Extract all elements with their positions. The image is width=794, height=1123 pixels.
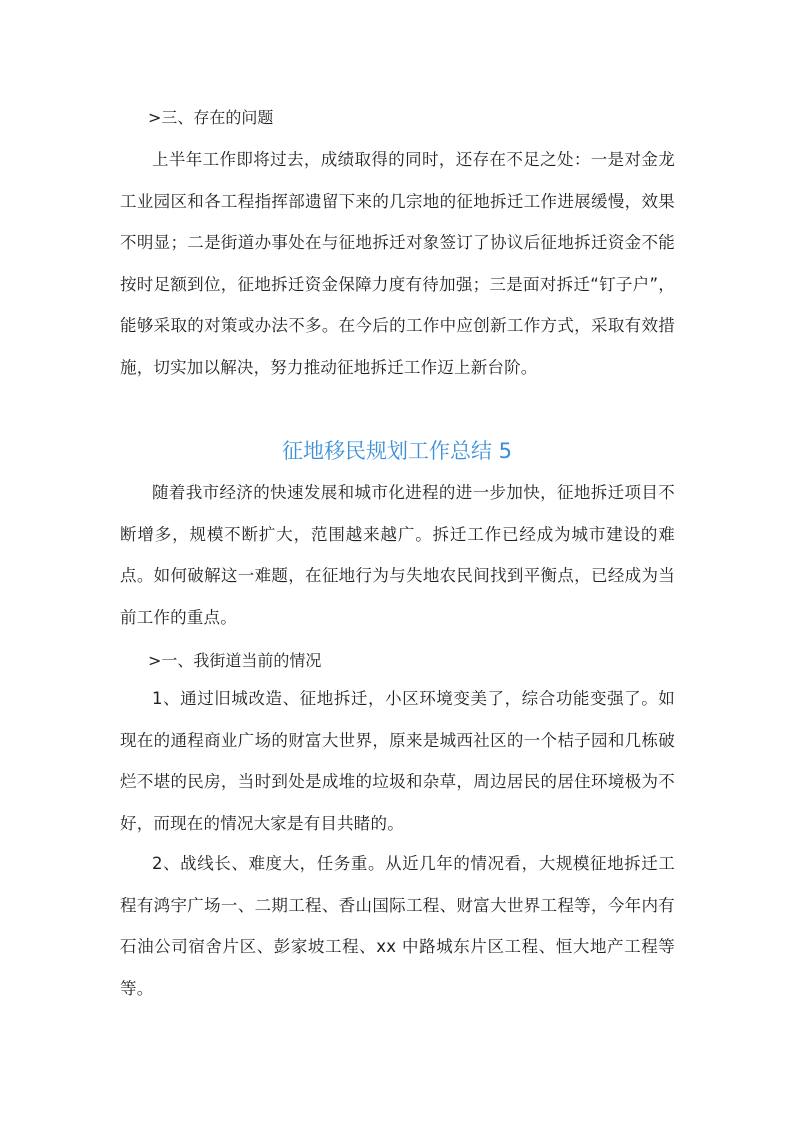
section-heading-current-situation: >一、我街道当前的情况	[148, 651, 322, 670]
paragraph-problems: 上半年工作即将过去，成绩取得的同时，还存在不足之处：一是对金龙工业园区和各工程指挥部遗留下来的几宗地的征地拆迁工作进展缓慢，效果不明显；二是街道办事处在与征地拆迁对象签订了协议后征地拆迁资金不能按时足额到位，征地拆迁资金保障力度有待加强；三是面对拆迁“钉子户”，能够采取的对策或办法不多。在今后的工作中应创新工作方式，采取有效措施，切实加以解决，努力推动征地拆迁工作迈上新台阶。	[120, 150, 675, 377]
section-heading-problems: >三、存在的问题	[148, 108, 274, 127]
document-title: 征地移民规划工作总结 5	[281, 439, 513, 463]
paragraph-item-2: 2、战线长、难度大，任务重。从近几年的情况看，大规模征地拆迁工程有鸿宇广场一、二期工程、香山国际工程、财富大世界工程等，今年内有石油公司宿舍片区、彭家坡工程、xx 中路城东片区工程、恒大地产工程等等。	[120, 854, 675, 998]
paragraph-intro: 随着我市经济的快速发展和城市化进程的进一步加快，征地拆迁项目不断增多，规模不断扩大，范围越来越广。拆迁工作已经成为城市建设的难点。如何破解这一难题，在征地行为与失地农民间找到平衡点，已经成为当前工作的重点。	[120, 483, 675, 627]
paragraph-item-1: 1、通过旧城改造、征地拆迁，小区环境变美了，综合功能变强了。如现在的通程商业广场的财富大世界，原来是城西社区的一个桔子园和几栋破烂不堪的民房，当时到处是成堆的垃圾和杂草，周边居民的居住环境极为不好，而现在的情况大家是有目共睹的。	[120, 689, 675, 833]
